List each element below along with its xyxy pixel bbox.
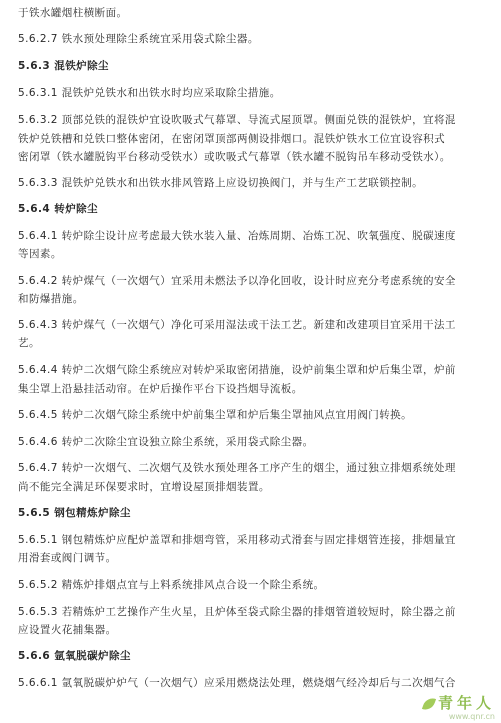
section-heading-5-6-4: 5.6.4 转炉除尘 [18,203,99,215]
text-line: 应设置火花捕集器。 [18,624,117,636]
text-line: 铁炉兑铁槽和兑铁口整体密闭，在密闭罩顶部两侧设排烟口。混铁炉铁水工位宜设容积式 [18,133,446,145]
text-line: 密闭罩（铁水罐脱钩平台移动受铁水）或吹吸式气幕罩（铁水罐不脱钩吊车移动受铁水）。 [18,151,451,163]
text-line: 于铁水罐烟柱横断面。 [18,7,128,19]
text-line: 用滑套或阀门调节。 [18,552,117,564]
clause-5-6-4-7: 5.6.4.7 转炉一次烟气、二次烟气及铁水预处理各工序产生的烟尘，通过独立排烟系统处理 [18,462,456,474]
clause-5-6-5-2: 5.6.5.2 精炼炉排烟点宜与上料系统排风点合设一个除尘系统。 [18,579,325,591]
clause-5-6-3-2: 5.6.3.2 顶部兑铁的混铁炉宜设吹吸式气幕罩、导流式屋顶罩。侧面兑铁的混铁炉，宜将混 [18,114,456,126]
site-watermark [438,695,495,721]
clause-5-6-6-1: 5.6.6.1 氩氧脱碳炉炉气（一次烟气）应采用燃烧法处理，燃烧烟气经冷却后与二次烟气合 [18,677,456,689]
section-heading-5-6-5: 5.6.5 钢包精炼炉除尘 [18,507,131,519]
text-line: 艺。 [18,337,40,349]
clause-5-6-3-1: 5.6.3.1 混铁炉兑铁水和出铁水时均应采取除尘措施。 [18,87,281,99]
clause-5-6-5-3: 5.6.5.3 若精炼炉工艺操作产生火星，且炉体至袋式除尘器的排烟管道较短时，除尘器之前 [18,606,456,618]
clause-5-6-3-3: 5.6.3.3 混铁炉兑铁水和出铁水排风管路上应设切换阀门，并与生产工艺联锁控制。 [18,177,424,189]
clause-5-6-4-5: 5.6.4.5 转炉二次烟气除尘系统中炉前集尘罩和炉后集尘罩抽风点宜用阀门转换。 [18,409,413,421]
clause-5-6-4-2: 5.6.4.2 转炉煤气（一次烟气）宜采用未燃法予以净化回收，设计时应充分考虑系统的安全 [18,275,456,287]
section-heading-5-6-3: 5.6.3 混铁炉除尘 [18,60,110,72]
clause-5-6-2-7: 5.6.2.7 铁水预处理除尘系统宜采用袋式除尘器。 [18,33,259,45]
clause-5-6-4-1: 5.6.4.1 转炉除尘设计应考虑最大铁水装入量、冶炼周期、冶炼工况、吹氧强度、脱碳速度 [18,230,456,242]
text-line: 尚不能完全满足环保要求时，宜增设屋顶排烟装置。 [18,481,270,493]
clause-5-6-4-6: 5.6.4.6 转炉二次除尘宜设独立除尘系统，采用袋式除尘器。 [18,436,314,448]
watermark-title: 青年人 [437,694,495,712]
text-line: 集尘罩上沿悬挂活动帘。在炉后操作平台下设挡烟导流板。 [18,383,303,395]
watermark-url: www.qnr.cn [448,712,495,721]
clause-5-6-4-3: 5.6.4.3 转炉煤气（一次烟气）净化可采用湿法或干法工艺。新建和改建项目宜采用干法工 [18,319,456,331]
section-heading-5-6-6: 5.6.6 氩氧脱碳炉除尘 [18,650,131,662]
clause-5-6-4-4: 5.6.4.4 转炉二次烟气除尘系统应对转炉采取密闭措施，设炉前集尘罩和炉后集尘罩，炉前 [18,364,456,376]
text-line: 和防爆措施。 [18,293,84,305]
clause-5-6-5-1: 5.6.5.1 钢包精炼炉应配炉盖罩和排烟弯管，采用移动式滑套与固定排烟管连接，排烟量宜 [18,534,456,546]
text-line: 等因素。 [18,248,62,260]
leaf-logo-icon [422,696,436,713]
